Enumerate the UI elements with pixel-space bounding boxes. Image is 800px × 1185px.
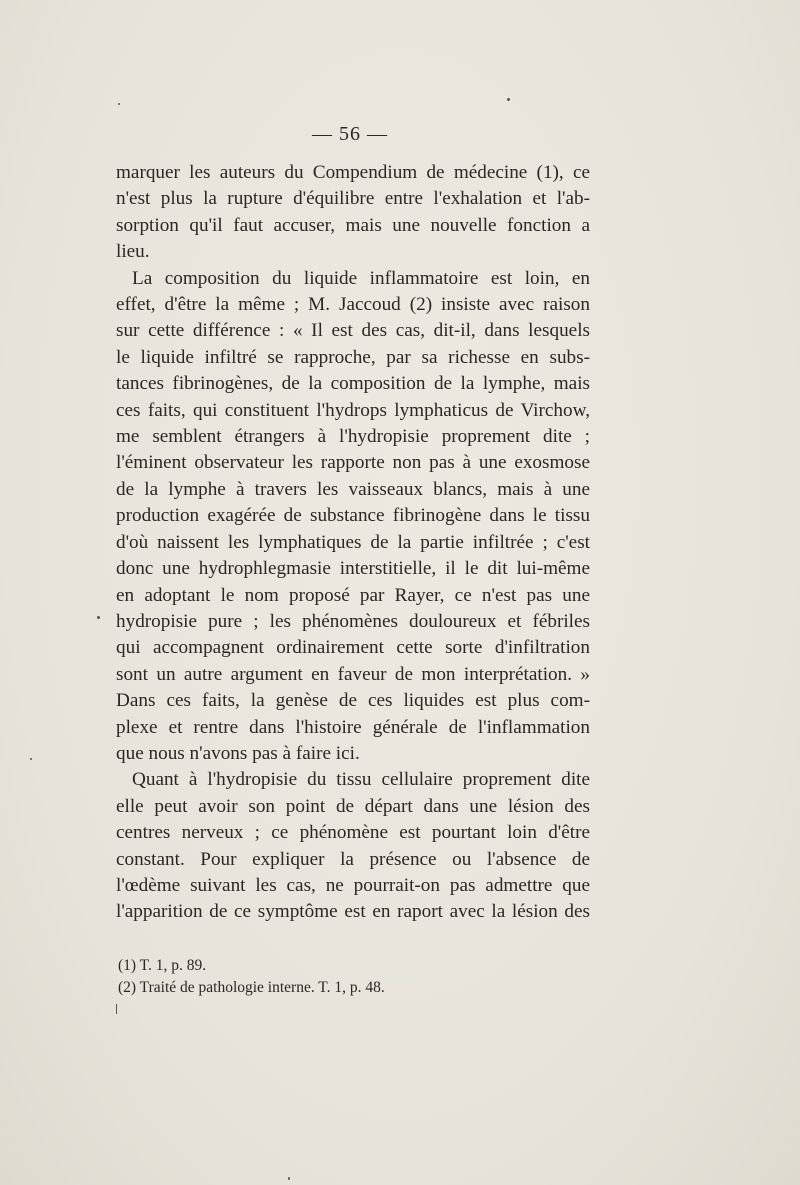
text-line: La composition du liquide inflammatoire est loin, en — [132, 267, 590, 289]
text-line: hydropisie pure ; les phénomènes douloureux et fébriles — [116, 610, 590, 632]
text-line: constant. Pour expliquer la présence ou l'absence de — [116, 848, 590, 870]
text-line: sur cette différence : « Il est des cas, dit-il, dans lesquels — [116, 320, 590, 342]
paper-speck — [118, 103, 120, 105]
text-line: qui accompagnent ordinairement cette sorte d'infiltration — [116, 637, 590, 659]
text-line: centres nerveux ; ce phénomène est pourtant loin d'être — [116, 822, 590, 844]
body-text — [116, 160, 590, 926]
text-line: l'œdème suivant les cas, ne pourrait-on pas admettre que — [116, 874, 590, 896]
footnote-1: (1) T. 1, p. 89. — [118, 957, 207, 974]
paper-speck — [288, 1177, 290, 1180]
text-line: marquer les auteurs du Compendium de médecine (1), ce — [116, 162, 590, 183]
text-line: ces faits, qui constituent l'hydrops lymphaticus de Virchow, — [116, 399, 590, 421]
paper-speck — [507, 98, 510, 101]
paper-speck — [116, 1004, 117, 1014]
footnote-2: (2) Traité de pathologie interne. T. 1, p. 48. — [118, 979, 385, 996]
text-line: l'apparition de ce symptôme est en raport avec la lésion des — [116, 901, 590, 923]
text-line: en adoptant le nom proposé par Rayer, ce n'est pas une — [116, 584, 590, 606]
text-line: effet, d'être la même ; M. Jaccoud (2) insiste avec raison — [116, 294, 590, 316]
text-line: sont un autre argument en faveur de mon interprétation. » — [116, 663, 590, 685]
page-number: — 56 — — [312, 123, 388, 145]
text-line: tances fibrinogènes, de la composition de la lymphe, mais — [116, 373, 590, 395]
text-line: le liquide infiltré se rapproche, par sa richesse en subs- — [116, 346, 590, 368]
paper-speck — [97, 616, 100, 619]
footnotes — [118, 955, 598, 999]
text-line: que nous n'avons pas à faire ici. — [116, 742, 360, 764]
text-line: n'est plus la rupture d'équilibre entre l'exhalation et l'ab- — [116, 188, 590, 210]
text-line: de la lymphe à travers les vaisseaux blancs, mais à une — [116, 478, 590, 500]
text-line: l'éminent observateur les rapporte non pas à une exosmose — [116, 452, 590, 474]
text-line: donc une hydrophlegmasie interstitielle, il le dit lui-même — [116, 558, 590, 580]
text-line: d'où naissent les lymphatiques de la partie infiltrée ; c'est — [116, 531, 590, 553]
text-line: production exagérée de substance fibrinogène dans le tissu — [116, 505, 590, 527]
text-line: plexe et rentre dans l'histoire générale de l'inflammation — [116, 716, 590, 738]
text-line: elle peut avoir son point de départ dans une lésion des — [116, 795, 590, 817]
text-line: me semblent étrangers à l'hydropisie proprement dite ; — [116, 426, 590, 448]
text-line: Quant à l'hydropisie du tissu cellulaire proprement dite — [132, 769, 590, 791]
text-line: lieu. — [116, 241, 150, 263]
text-line: sorption qu'il faut accuser, mais une nouvelle fonction a — [116, 214, 590, 236]
text-line: Dans ces faits, la genèse de ces liquides est plus com- — [116, 690, 590, 712]
paper-speck — [30, 758, 32, 760]
